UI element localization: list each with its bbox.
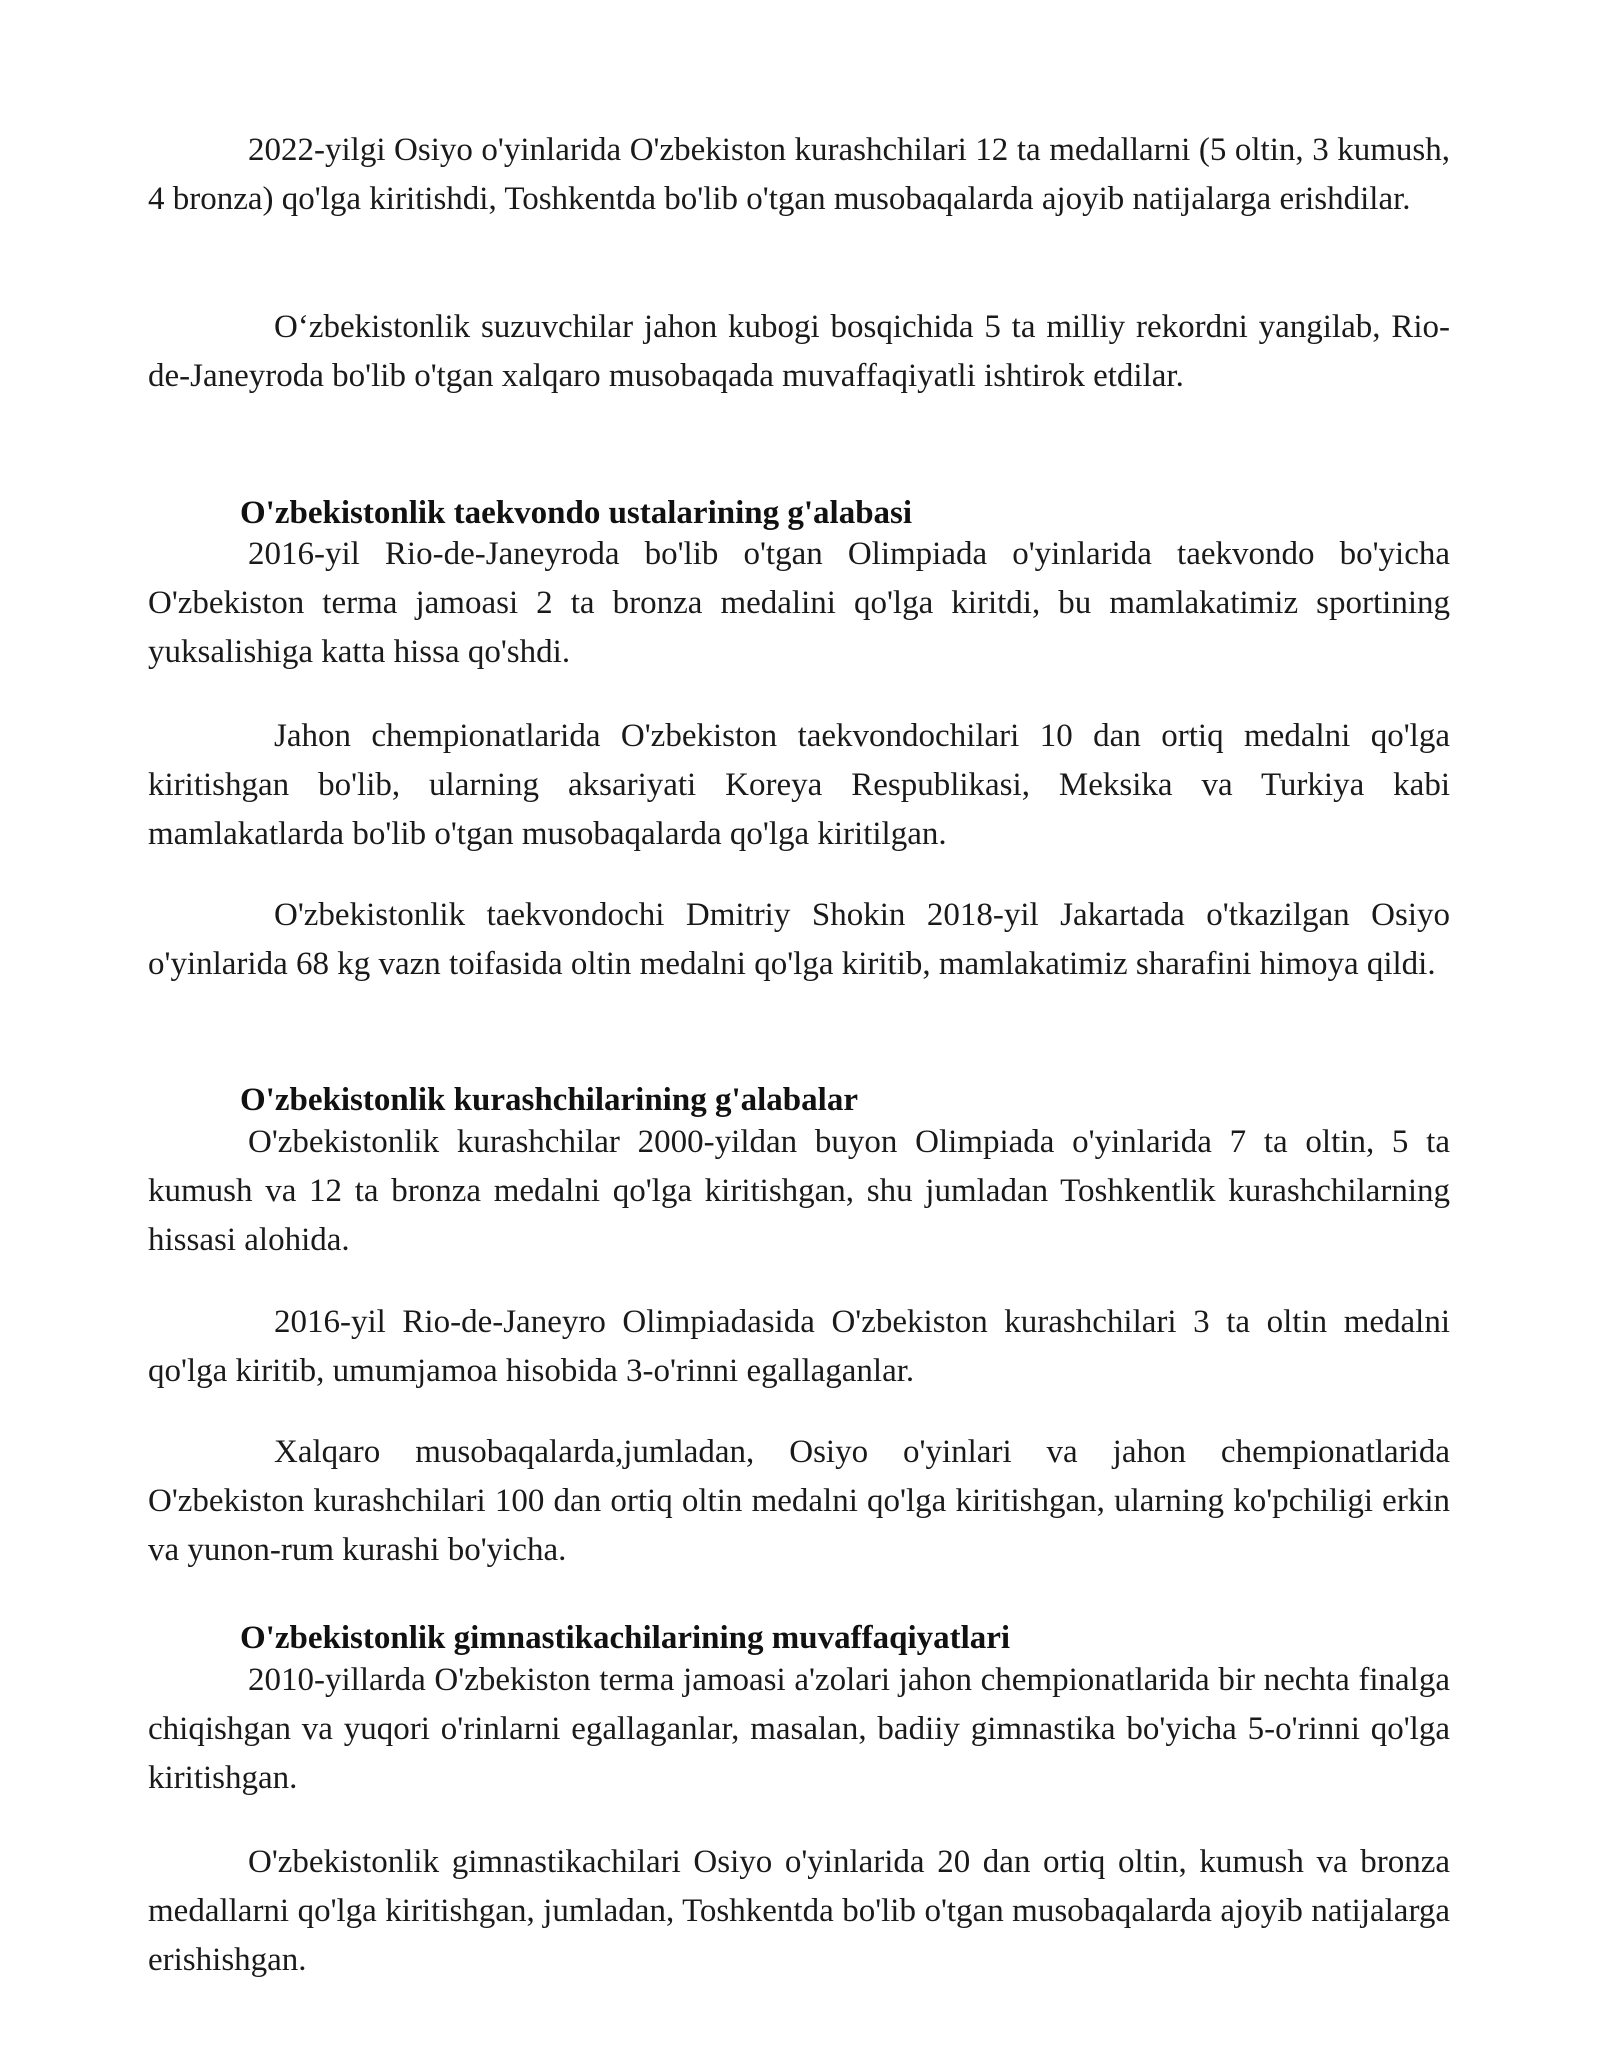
section-kurash-para-3 [148,1428,1450,1575]
intro-block-2 [148,303,1450,401]
paragraph: O'zbekistonlik kurashchilar 2000-yildan buyon Olimpiada o'yinlarida 7 ta oltin, 5 ta kumush va 12 ta bronza medalni qo'lga kiritishgan, shu jumladan Toshkentlik kurashchilarning hissasi alohida. [148,1124,1450,1258]
section-heading: O'zbekistonlik taekvondo ustalarining g'alabasi [240,495,913,531]
paragraph: O'zbekistonlik taekvondochi Dmitriy Shokin 2018-yil Jakartada o'tkazilgan Osiyo o'yinlarida 68 kg vazn toifasida oltin medalni qo'lga kiritib, mamlakatimiz sharafini himoya qildi. [148,897,1450,982]
paragraph: 2016-yil Rio-de-Janeyro Olimpiadasida O'zbekiston kurashchilari 3 ta oltin medalni qo'lga kiritib, umumjamoa hisobida 3-o'rinni egallaganlar. [148,1304,1450,1389]
section-heading: O'zbekistonlik gimnastikachilarining muvaffaqiyatlari [240,1620,1011,1656]
intro-block-1 [148,126,1450,224]
section-kurash-heading-block [148,1080,1450,1120]
section-kurash-para-2 [148,1298,1450,1396]
paragraph: O‘zbekistonlik suzuvchilar jahon kubogi bosqichida 5 ta milliy rekordni yangilab, Rio-de-Janeyroda bo'lib o'tgan xalqaro musobaqada muvaffaqiyatli ishtirok etdilar. [148,309,1450,394]
paragraph: Jahon chempionatlarida O'zbekiston taekvondochilari 10 dan ortiq medalni qo'lga kiritishgan bo'lib, ularning aksariyati Koreya Respublikasi, Meksika va Turkiya kabi mamlakatlarda bo'lib o'tgan musobaqalarda qo'lga kiritilgan. [148,718,1450,852]
paragraph: 2022-yilgi Osiyo o'yinlarida O'zbekiston kurashchilari 12 ta medallarni (5 oltin, 3 kumush, 4 bronza) qo'lga kiritishdi, Toshkentda bo'lib o'tgan musobaqalarda ajoyib natijalarga erishdilar. [148,132,1450,217]
paragraph: 2010-yillarda O'zbekiston terma jamoasi a'zolari jahon chempionatlarida bir nechta finalga chiqishgan va yuqori o'rinlarni egallaganlar, masalan, badiiy gimnastika bo'yicha 5-o'rinni qo'lga kiritishgan. [148,1662,1450,1796]
section-gimnastika-para-1 [148,1656,1450,1803]
paragraph: 2016-yil Rio-de-Janeyroda bo'lib o'tgan Olimpiada o'yinlarida taekvondo bo'yicha O'zbekiston terma jamoasi 2 ta bronza medalini qo'lga kiritdi, bu mamlakatimiz sportining yuksalishiga katta hissa qo'shdi. [148,536,1450,670]
paragraph: O'zbekistonlik gimnastikachilari Osiyo o'yinlarida 20 dan ortiq oltin, kumush va bronza medallarni qo'lga kiritishgan, jumladan, Toshkentda bo'lib o'tgan musobaqalarda ajoyib natijalarga erishishgan. [148,1844,1450,1978]
section-gimnastika-heading-block [148,1618,1450,1658]
section-kurash-para-1 [148,1118,1450,1265]
paragraph: Xalqaro musobaqalarda,jumladan, Osiyo o'yinlari va jahon chempionatlarida O'zbekiston kurashchilari 100 dan ortiq oltin medalni qo'lga kiritishgan, ularning ko'pchiligi erkin va yunon-rum kurashi bo'yicha. [148,1434,1450,1568]
section-taekvondo-para-3 [148,891,1450,989]
section-gimnastika-para-2 [148,1838,1450,1985]
section-taekvondo-para-2 [148,712,1450,859]
section-taekvondo-para-1 [148,530,1450,677]
section-taekvondo-heading-block [148,493,1450,533]
section-heading: O'zbekistonlik kurashchilarining g'alabalar [240,1082,858,1118]
